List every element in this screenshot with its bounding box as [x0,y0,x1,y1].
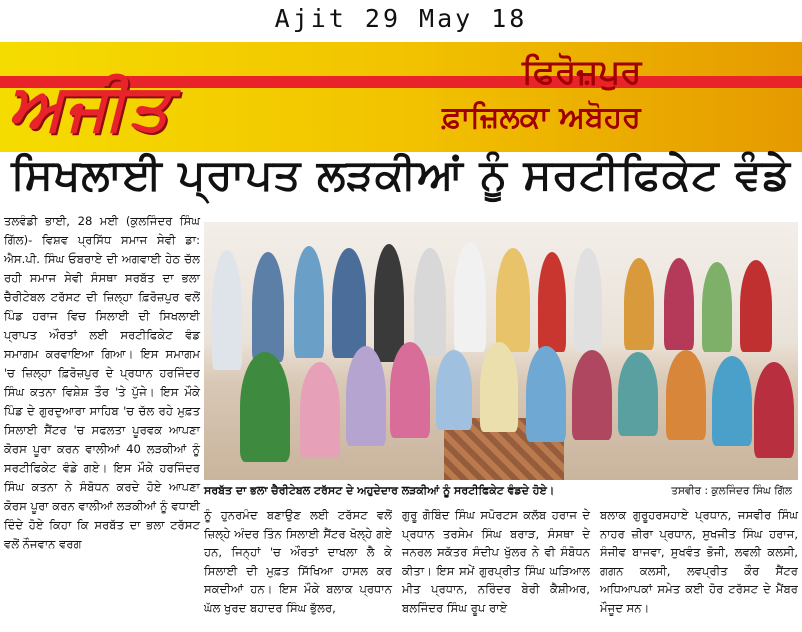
photo-caption-text: ਸਰਬੱਤ ਦਾ ਭਲਾ ਚੈਰੀਟੇਬਲ ਟਰੱਸਟ ਦੇ ਅਹੁਦੇਦਾਰ ਲੜਕੀਆਂ ਨੂੰ ਸਰਟੀਫਿਕੇਟ ਵੰਡਦੇ ਹੋਏ। [204,484,555,497]
photo-person [572,350,612,440]
photo-person [740,260,772,352]
photo-person [294,246,324,358]
article-photo [204,222,798,480]
article-column-4: ਬਲਾਕ ਗੁਰੂਹਰਸਹਾਏ ਪ੍ਰਧਾਨ, ਜਸਵੀਰ ਸਿੰਘ ਨਾਹਰ ਜ਼ੀਰਾ ਪ੍ਰਧਾਨ, ਸੁਖਜੀਤ ਸਿੰਘ ਹਰਾਜ, ਸੰਜੀਵ ਬਾਜਵਾ, ਸੁਖਵੰਤ ਭੋਜੀ, ਲਵਲੀ ਕਲਸੀ, ਗਗਨ ਕਲਸੀ, ਲਵਪ੍ਰੀਤ ਕੌਰ ਸੈਂਟਰ ਅਧਿਆਪਕਾਂ ਸਮੇਤ ਕਈ ਹੋਰ ਟਰੱਸਟ ਦੇ ਮੈਂਬਰ ਮੌਜੂਦ ਸਨ। [600,508,798,615]
photo-person [212,250,242,370]
photo-person [624,258,654,350]
photo-person [712,356,752,446]
newspaper-date-caption: Ajit 29 May 18 [274,4,528,33]
photo-person [414,248,446,356]
photo-caption [204,480,798,502]
edition-region [442,50,802,152]
article-column-2: ਨੂੰ ਹੁਨਰਮੰਦ ਬਣਾਉਣ ਲਈ ਟਰੱਸਟ ਵਲੋਂ ਜ਼ਿਲ੍ਹੇ ਅੰਦਰ ਤਿੰਨ ਸਿਲਾਈ ਸੈਂਟਰ ਖੋਲ੍ਹੇ ਗਏ ਹਨ, ਜਿਨ੍ਹਾਂ 'ਚ ਔਰਤਾਂ ਦਾਖਲਾ ਲੈ ਕੇ ਸਿਲਾਈ ਦੀ ਮੁਫ਼ਤ ਸਿੱਖਿਆ ਹਾਸਲ ਕਰ ਸਕਦੀਆਂ ਹਨ। ਇਸ ਮੌਕੇ ਬਲਾਕ ਪ੍ਰਧਾਨ ਘੱਲ ਖੁਰਦ ਬਹਾਦਰ ਸਿੰਘ ਭੁੱਲਰ, [204,508,392,615]
photo-person [346,346,386,446]
photo-person [526,346,566,442]
photo-person [300,362,340,458]
photo-person [390,342,430,438]
photo-person [374,244,404,362]
edition-region-line2: ਫ਼ਾਜ਼ਿਲਕਾ ਅਬੋਹਰ [442,100,641,135]
article-column-1: ਤਲਵੰਡੀ ਭਾਈ, 28 ਮਈ (ਕੁਲਜਿੰਦਰ ਸਿੰਘ ਗਿੱਲ)- ਵਿਸ਼ਵ ਪ੍ਰਸਿੱਧ ਸਮਾਜ ਸੇਵੀ ਡਾ: ਐਸ.ਪੀ. ਸਿੰਘ ਓਬਰਾਏ ਦੀ ਅਗਵਾਈ ਹੇਠ ਚੱਲ ਰਹੀ ਸਮਾਜ ਸੇਵੀ ਸੰਸਥਾ ਸਰਬੱਤ ਦਾ ਭਲਾ ਚੈਰੀਟੇਬਲ ਟਰੱਸਟ ਦੀ ਜ਼ਿਲ੍ਹਾ ਫ਼ਿਰੋਜ਼ਪੁਰ ਵਲੋਂ ਪਿੰਡ ਹਰਾਜ ਵਿਚ ਸਿਲਾਈ ਦੀ ਸਿਖਲਾਈ ਪ੍ਰਾਪਤ ਔਰਤਾਂ ਲਈ ਸਰਟੀਫਿਕੇਟ ਵੰਡ ਸਮਾਗਮ ਕਰਵਾਇਆ ਗਿਆ। ਇਸ ਸਮਾਗਮ 'ਚ ਜ਼ਿਲ੍ਹਾ ਫ਼ਿਰੋਜ਼ਪੁਰ ਦੇ ਪ੍ਰਧਾਨ ਹਰਜਿੰਦਰ ਸਿੰਘ ਕਤਨਾ ਵਿਸ਼ੇਸ਼ ਤੌਰ 'ਤੇ ਪੁੱਜੇ। ਇਸ ਮੌਕੇ ਪਿੰਡ ਦੇ ਗੁਰਦੁਆਰਾ ਸਾਹਿਬ 'ਚ ਚੱਲ ਰਹੇ ਮੁਫ਼ਤ ਸਿਲਾਈ ਸੈਂਟਰ 'ਚ ਸਫਲਤਾ ਪੂਰਵਕ ਆਪਣਾ ਕੋਰਸ ਪੂਰਾ ਕਰਨ ਵਾਲੀਆਂ 40 ਲੜਕੀਆਂ ਨੂੰ ਸਰਟੀਫਿਕੇਟ ਵੰਡੇ ਗਏ। ਇਸ ਮੌਕੇ ਹਰਜਿੰਦਰ ਸਿੰਘ ਕਤਨਾ ਨੇ ਸੰਬੋਧਨ ਕਰਦੇ ਹੋਏ ਆਪਣਾ ਕੋਰਸ ਪੂਰਾ ਕਰਨ ਵਾਲੀਆਂ ਲੜਕੀਆਂ ਨੂੰ ਵਧਾਈ ਦਿੰਦੇ ਹੋਏ ਕਿਹਾ ਕਿ ਸਰਬੱਤ ਦਾ ਭਲਾ ਟਰੱਸਟ ਵਲੋਂ ਨੌਜਵਾਨ ਵਰਗ [4,214,200,551]
photo-person [574,248,602,352]
photo-person [436,350,472,430]
photo-person [252,252,284,362]
photo-person [664,258,694,350]
photo-person [702,262,732,352]
photo-person [754,362,794,458]
photo-person [538,252,566,352]
edition-region-line1: ਫਿਰੋਜ਼ਪੁਰ [522,52,642,92]
article-headline: ਸਿਖਲਾਈ ਪ੍ਰਾਪਤ ਲੜਕੀਆਂ ਨੂੰ ਸਰਟੀਫਿਕੇਟ ਵੰਡੇ [11,150,791,199]
article-column-3: ਗੁਰੂ ਗੋਬਿੰਦ ਸਿੰਘ ਸਪੋਰਟਸ ਕਲੱਬ ਹਰਾਜ ਦੇ ਪ੍ਰਧਾਨ ਤਰਸੇਮ ਸਿੰਘ ਬਰਾੜ, ਸੰਸਥਾ ਦੇ ਜਨਰਲ ਸਕੱਤਰ ਸੰਦੀਪ ਖੁੱਲਰ ਨੇ ਵੀ ਸੰਬੋਧਨ ਕੀਤਾ। ਇਸ ਸਮੇਂ ਗੁਰਪ੍ਰੀਤ ਸਿੰਘ ਘੜਿਆਲ ਮੀਤ ਪ੍ਰਧਾਨ, ਨਰਿੰਦਰ ਬੇਰੀ ਕੈਸ਼ੀਅਰ, ਬਲਜਿੰਦਰ ਸਿੰਘ ਰੂਪ ਰਾਏ [402,508,590,615]
photo-credit: ਤਸਵੀਰ : ਕੁਲਜਿੰਦਰ ਸਿੰਘ ਗਿੱਲ [671,485,792,497]
photo-person [480,342,518,432]
photo-person [666,350,706,440]
masthead-banner [0,42,802,152]
photo-person [332,248,366,358]
photo-person [240,352,290,462]
newspaper-logo: ਅਜੀਤ [8,70,172,145]
photo-person [618,352,658,436]
photo-person [496,248,530,352]
photo-person [454,242,486,352]
